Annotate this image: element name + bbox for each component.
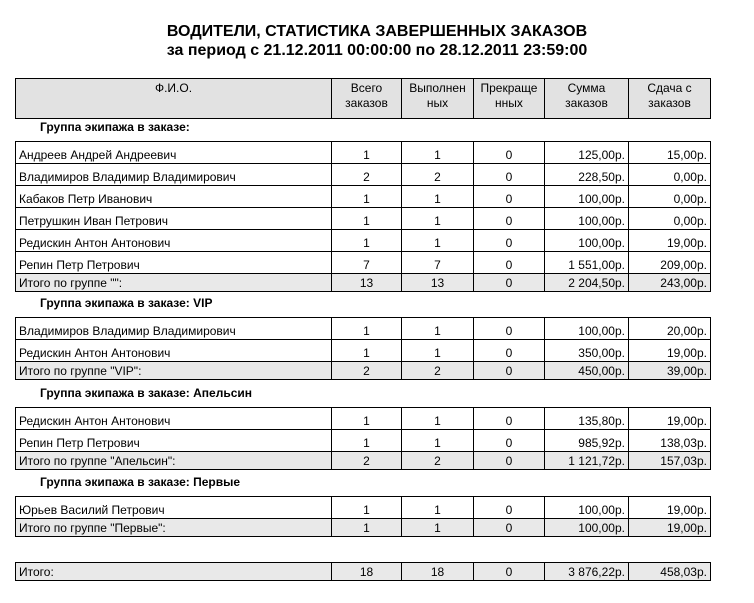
cell-name: Юрьев Василий Петрович	[16, 497, 332, 519]
cell-name: Итого по группе "":	[16, 274, 332, 292]
group-total-row	[16, 274, 711, 292]
group-total-row	[16, 452, 711, 470]
table-row	[16, 142, 711, 164]
cell-done: 2	[402, 164, 474, 186]
cell-change: 209,00р.	[629, 252, 711, 274]
cell-sum: 100,00р.	[545, 230, 629, 252]
group-label: Группа экипажа в заказе: Первые	[40, 475, 241, 489]
cell-done: 2	[402, 362, 474, 380]
cell-stopped: 0	[474, 230, 545, 252]
cell-done: 7	[402, 252, 474, 274]
cell-sum: 100,00р.	[545, 186, 629, 208]
col-header-change: Сдача с заказов	[629, 79, 711, 119]
cell-stopped: 0	[474, 274, 545, 292]
cell-change: 19,00р.	[629, 408, 711, 430]
cell-total: 7	[332, 252, 402, 274]
table-row	[16, 340, 711, 362]
group-label: Группа экипажа в заказе: Апельсин	[40, 386, 253, 400]
cell-done: 1	[402, 230, 474, 252]
table-row	[16, 164, 711, 186]
table-row	[16, 430, 711, 452]
table-row	[16, 208, 711, 230]
cell-total: 1	[332, 497, 402, 519]
cell-change: 20,00р.	[629, 318, 711, 340]
grand-total-table	[15, 562, 711, 581]
cell-name: Репин Петр Петрович	[16, 252, 332, 274]
cell-sum: 100,00р.	[545, 208, 629, 230]
report-period: за период с 21.12.2011 00:00:00 по 28.12.2011 23:59:00	[166, 42, 588, 59]
cell-done: 1	[402, 497, 474, 519]
cell-total: 1	[332, 318, 402, 340]
cell-done: 1	[402, 340, 474, 362]
grand-total-row	[16, 563, 711, 581]
cell-done: 1	[402, 142, 474, 164]
group-table	[15, 141, 711, 292]
cell-sum: 3 876,22р.	[545, 563, 629, 581]
cell-sum: 100,00р.	[545, 519, 629, 537]
cell-total: 2	[332, 452, 402, 470]
cell-sum: 350,00р.	[545, 340, 629, 362]
cell-stopped: 0	[474, 362, 545, 380]
cell-stopped: 0	[474, 318, 545, 340]
cell-sum: 100,00р.	[545, 497, 629, 519]
cell-name: Андреев Андрей Андреевич	[16, 142, 332, 164]
cell-change: 19,00р.	[629, 519, 711, 537]
cell-sum: 100,00р.	[545, 318, 629, 340]
cell-done: 1	[402, 208, 474, 230]
cell-change: 19,00р.	[629, 497, 711, 519]
cell-change: 138,03р.	[629, 430, 711, 452]
cell-stopped: 0	[474, 430, 545, 452]
cell-stopped: 0	[474, 563, 545, 581]
table-row	[16, 186, 711, 208]
group-total-row	[16, 362, 711, 380]
cell-done: 18	[402, 563, 474, 581]
cell-stopped: 0	[474, 497, 545, 519]
cell-name: Итого по группе "Апельсин":	[16, 452, 332, 470]
table-row	[16, 408, 711, 430]
table-row	[16, 230, 711, 252]
cell-stopped: 0	[474, 186, 545, 208]
cell-name: Итого по группе "VIP":	[16, 362, 332, 380]
cell-total: 1	[332, 142, 402, 164]
cell-stopped: 0	[474, 408, 545, 430]
cell-stopped: 0	[474, 519, 545, 537]
cell-name: Репин Петр Петрович	[16, 430, 332, 452]
cell-total: 2	[332, 362, 402, 380]
cell-name: Редискин Антон Антонович	[16, 340, 332, 362]
group-total-row	[16, 519, 711, 537]
cell-done: 1	[402, 318, 474, 340]
cell-name: Владимиров Владимир Владимирович	[16, 164, 332, 186]
cell-change: 0,00р.	[629, 186, 711, 208]
cell-total: 2	[332, 164, 402, 186]
cell-name: Итого по группе "Первые":	[16, 519, 332, 537]
cell-change: 19,00р.	[629, 340, 711, 362]
cell-sum: 228,50р.	[545, 164, 629, 186]
cell-total: 13	[332, 274, 402, 292]
col-header-total: Всего заказов	[332, 79, 402, 119]
col-header-done: Выполнен ных	[402, 79, 474, 119]
cell-change: 157,03р.	[629, 452, 711, 470]
cell-change: 0,00р.	[629, 208, 711, 230]
group-label: Группа экипажа в заказе:	[40, 120, 190, 134]
cell-done: 1	[402, 186, 474, 208]
cell-stopped: 0	[474, 252, 545, 274]
cell-change: 15,00р.	[629, 142, 711, 164]
cell-done: 1	[402, 519, 474, 537]
cell-done: 1	[402, 408, 474, 430]
group-table	[15, 407, 711, 470]
cell-sum: 985,92р.	[545, 430, 629, 452]
cell-total: 1	[332, 186, 402, 208]
col-header-name: Ф.И.О.	[16, 79, 332, 119]
cell-name: Итого:	[16, 563, 332, 581]
cell-stopped: 0	[474, 142, 545, 164]
cell-sum: 1 121,72р.	[545, 452, 629, 470]
cell-sum: 125,00р.	[545, 142, 629, 164]
cell-change: 243,00р.	[629, 274, 711, 292]
cell-done: 1	[402, 430, 474, 452]
cell-stopped: 0	[474, 452, 545, 470]
cell-name: Петрушкин Иван Петрович	[16, 208, 332, 230]
cell-name: Кабаков Петр Иванович	[16, 186, 332, 208]
cell-change: 39,00р.	[629, 362, 711, 380]
col-header-stopped: Прекраще нных	[474, 79, 545, 119]
cell-stopped: 0	[474, 340, 545, 362]
cell-change: 458,03р.	[629, 563, 711, 581]
cell-total: 1	[332, 519, 402, 537]
report-title: ВОДИТЕЛИ, СТАТИСТИКА ЗАВЕРШЕННЫХ ЗАКАЗОВ	[166, 23, 588, 40]
group-table	[15, 496, 711, 537]
cell-done: 13	[402, 274, 474, 292]
cell-name: Редискин Антон Антонович	[16, 408, 332, 430]
cell-total: 1	[332, 430, 402, 452]
cell-stopped: 0	[474, 208, 545, 230]
cell-total: 1	[332, 230, 402, 252]
group-table	[15, 317, 711, 380]
table-row	[16, 318, 711, 340]
cell-sum: 135,80р.	[545, 408, 629, 430]
table-row	[16, 497, 711, 519]
group-label: Группа экипажа в заказе: VIP	[40, 296, 213, 310]
cell-sum: 1 551,00р.	[545, 252, 629, 274]
cell-change: 0,00р.	[629, 164, 711, 186]
cell-name: Владимиров Владимир Владимирович	[16, 318, 332, 340]
cell-change: 19,00р.	[629, 230, 711, 252]
cell-total: 18	[332, 563, 402, 581]
table-header	[15, 78, 711, 119]
cell-sum: 2 204,50р.	[545, 274, 629, 292]
table-row	[16, 252, 711, 274]
cell-total: 1	[332, 408, 402, 430]
col-header-sum: Сумма заказов	[545, 79, 629, 119]
cell-total: 1	[332, 208, 402, 230]
cell-done: 2	[402, 452, 474, 470]
cell-sum: 450,00р.	[545, 362, 629, 380]
cell-stopped: 0	[474, 164, 545, 186]
cell-total: 1	[332, 340, 402, 362]
cell-name: Редискин Антон Антонович	[16, 230, 332, 252]
